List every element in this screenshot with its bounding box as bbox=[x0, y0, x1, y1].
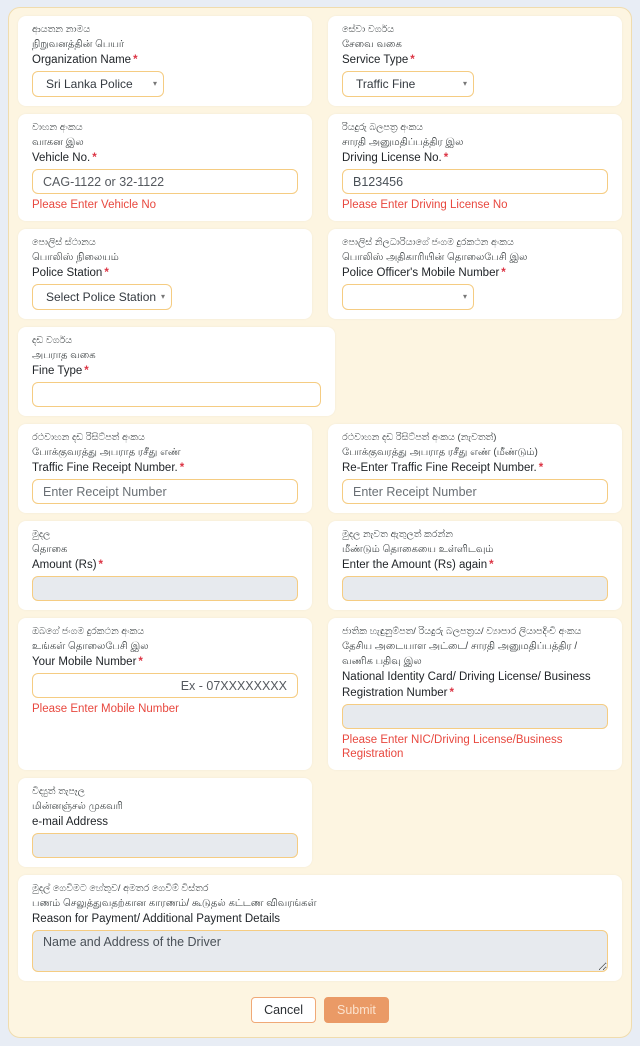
field-card-nic bbox=[328, 618, 622, 770]
required-asterisk: * bbox=[92, 152, 97, 164]
chevron-down-icon: ▾ bbox=[160, 292, 165, 301]
officer-mobile-label-english: Police Officer's Mobile Number * bbox=[342, 267, 506, 279]
reason-textarea[interactable] bbox=[32, 930, 608, 972]
vehicle-no-label-tamil: வாகன இல bbox=[32, 137, 84, 148]
nic-error: Please Enter NIC/Driving License/Business Registration bbox=[342, 734, 563, 760]
required-asterisk: * bbox=[138, 656, 143, 668]
chevron-down-icon: ▾ bbox=[462, 292, 467, 301]
police-station-label-sinhala: පොලිස් ස්ථානය bbox=[32, 237, 96, 248]
service-type-select[interactable] bbox=[342, 71, 474, 97]
your-mobile-label-tamil: உங்கள் தொலைபேசி இல bbox=[32, 641, 149, 652]
reason-label-sinhala: මුදල් ගෙවීමට හේතුව/ අමතර ගෙවීම් විස්තර bbox=[32, 883, 209, 894]
your-mobile-label-english: Your Mobile Number * bbox=[32, 656, 143, 668]
field-card-receipt-number-again bbox=[328, 424, 622, 513]
field-card-email bbox=[18, 778, 312, 867]
fine-type-label-english: Fine Type * bbox=[32, 365, 89, 377]
receipt-again-label-sinhala: රථවාහන දඩ රිසිට්පත් අංකය (නැවතත්) bbox=[342, 432, 497, 443]
police-station-label-tamil: பொலிஸ் நிலையம் bbox=[32, 252, 119, 263]
field-card-receipt-number bbox=[18, 424, 312, 513]
field-card-amount-again bbox=[328, 521, 622, 610]
chevron-down-icon: ▾ bbox=[152, 79, 157, 88]
receipt-number-again-input[interactable] bbox=[342, 479, 608, 504]
chevron-down-icon: ▾ bbox=[462, 79, 467, 88]
amount-again-label-tamil: மீண்டும் தொகையை உள்ளிடவும் bbox=[342, 544, 494, 555]
field-card-officer-mobile bbox=[328, 229, 622, 319]
nic-label-tamil: தேசிய அடையாள அட்டை/ சாரதி அனுமதிப்பத்திர / வணிக பதிவு இல bbox=[342, 641, 578, 667]
vehicle-no-error: Please Enter Vehicle No bbox=[32, 199, 157, 211]
receipt-number-label-sinhala: රථවාහන දඩ රිසිට්පත් අංකය bbox=[32, 432, 145, 443]
required-asterisk: * bbox=[538, 462, 544, 474]
police-station-label-english: Police Station * bbox=[32, 267, 109, 279]
service-type-label-english: Service Type * bbox=[342, 54, 415, 66]
nic-label-sinhala: ජාතික හැඳුනුම්පත/ රියදුරු බලපත්‍රය/ ව්‍යාපාර ලියාපදිංචි අංකය bbox=[342, 626, 582, 637]
officer-mobile-select[interactable] bbox=[342, 284, 474, 310]
payment-form-container bbox=[8, 7, 632, 1038]
form-actions bbox=[18, 997, 622, 1023]
receipt-again-label-english: Re-Enter Traffic Fine Receipt Number. * bbox=[342, 462, 544, 474]
email-label-tamil: மின்னஞ்சல் முகவரி bbox=[32, 801, 123, 812]
cancel-button[interactable]: Cancel bbox=[251, 997, 316, 1023]
required-asterisk: * bbox=[98, 559, 104, 571]
driving-license-label-tamil: சாரதி அனுமதிப்பத்திர இல bbox=[342, 137, 464, 148]
reason-label-english: Reason for Payment/ Additional Payment Details bbox=[32, 913, 281, 925]
required-asterisk: * bbox=[410, 54, 415, 66]
receipt-number-label-english: Traffic Fine Receipt Number. * bbox=[32, 462, 185, 474]
organization-label-sinhala: ආයතන නාමය bbox=[32, 24, 91, 35]
fine-type-input[interactable] bbox=[32, 382, 321, 407]
amount-label-sinhala: මුදල bbox=[32, 529, 51, 540]
your-mobile-error: Please Enter Mobile Number bbox=[32, 703, 180, 715]
field-card-police-station bbox=[18, 229, 312, 319]
field-card-your-mobile bbox=[18, 618, 312, 770]
field-card-fine-type bbox=[18, 327, 335, 416]
required-asterisk: * bbox=[501, 267, 506, 279]
your-mobile-label-sinhala: ඔබගේ ජංගම දුරකථන අංකය bbox=[32, 626, 145, 637]
driving-license-input[interactable] bbox=[342, 169, 608, 194]
your-mobile-input[interactable] bbox=[32, 673, 298, 698]
email-input bbox=[32, 833, 298, 858]
required-asterisk: * bbox=[443, 152, 449, 164]
fine-type-label-sinhala: දඩ වර්ගය bbox=[32, 335, 73, 346]
amount-input bbox=[32, 576, 298, 601]
form-grid bbox=[18, 16, 622, 981]
officer-mobile-label-sinhala: පොලිස් නිලධාරියාගේ ජංගම දුරකථන අංකය bbox=[342, 237, 514, 248]
reason-label-tamil: பணம் செலுத்துவதற்கான காரணம்/ கூடுதல் கட்டண விவரங்கள் bbox=[32, 898, 317, 909]
required-asterisk: * bbox=[84, 365, 89, 377]
police-station-select[interactable] bbox=[32, 284, 172, 310]
field-card-organization bbox=[18, 16, 312, 106]
officer-mobile-label-tamil: பொலிஸ் அதிகாரியின் தொலைபேசி இல bbox=[342, 252, 528, 263]
organization-label-tamil: நிறுவனத்தின் பெயர் bbox=[32, 39, 125, 50]
amount-again-input bbox=[342, 576, 608, 601]
receipt-number-input[interactable] bbox=[32, 479, 298, 504]
amount-label-english: Amount (Rs) * bbox=[32, 559, 104, 571]
required-asterisk: * bbox=[449, 687, 454, 699]
field-card-service-type bbox=[328, 16, 622, 106]
organization-select[interactable] bbox=[32, 71, 164, 97]
organization-select-value: Sri Lanka Police bbox=[46, 77, 133, 91]
field-card-reason bbox=[18, 875, 622, 981]
receipt-number-label-tamil: போக்குவரத்து அபராத ரசீது எண் bbox=[32, 447, 181, 458]
amount-again-label-english: Enter the Amount (Rs) again * bbox=[342, 559, 494, 571]
required-asterisk: * bbox=[179, 462, 185, 474]
amount-label-tamil: தொகை bbox=[32, 544, 68, 555]
amount-again-label-sinhala: මුදල නැවත ඇතුලත් කරන්න bbox=[342, 529, 453, 540]
submit-button[interactable]: Submit bbox=[324, 997, 389, 1023]
field-card-driving-license bbox=[328, 114, 622, 221]
receipt-again-label-tamil: போக்குவரத்து அபராத ரசீது எண் (மீண்டும்) bbox=[342, 447, 538, 458]
vehicle-no-label-english: Vehicle No. * bbox=[32, 152, 97, 164]
vehicle-no-label-sinhala: වාහන අංකය bbox=[32, 122, 83, 133]
required-asterisk: * bbox=[133, 54, 138, 66]
service-type-label-sinhala: සේවා වර්ගය bbox=[342, 24, 395, 35]
email-label-english: e-mail Address bbox=[32, 816, 109, 828]
email-label-sinhala: විද්‍යුත් තැපෑල bbox=[32, 786, 85, 797]
required-asterisk: * bbox=[104, 267, 109, 279]
vehicle-no-input[interactable] bbox=[32, 169, 298, 194]
fine-type-label-tamil: அபராத வகை bbox=[32, 350, 96, 361]
driving-license-label-english: Driving License No. * bbox=[342, 152, 449, 164]
driving-license-error: Please Enter Driving License No bbox=[342, 199, 508, 211]
required-asterisk: * bbox=[489, 559, 494, 571]
nic-input bbox=[342, 704, 608, 729]
field-card-amount bbox=[18, 521, 312, 610]
service-type-select-value: Traffic Fine bbox=[356, 77, 416, 91]
field-card-vehicle-no bbox=[18, 114, 312, 221]
nic-label-english: National Identity Card/ Driving License/ Business Registration Number * bbox=[342, 671, 591, 699]
police-station-select-value: Select Police Station bbox=[46, 290, 157, 304]
organization-label-english: Organization Name * bbox=[32, 54, 138, 66]
service-type-label-tamil: சேவை வகை bbox=[342, 39, 402, 50]
driving-license-label-sinhala: රියදුරු බලපත්‍ර අංකය bbox=[342, 122, 424, 133]
